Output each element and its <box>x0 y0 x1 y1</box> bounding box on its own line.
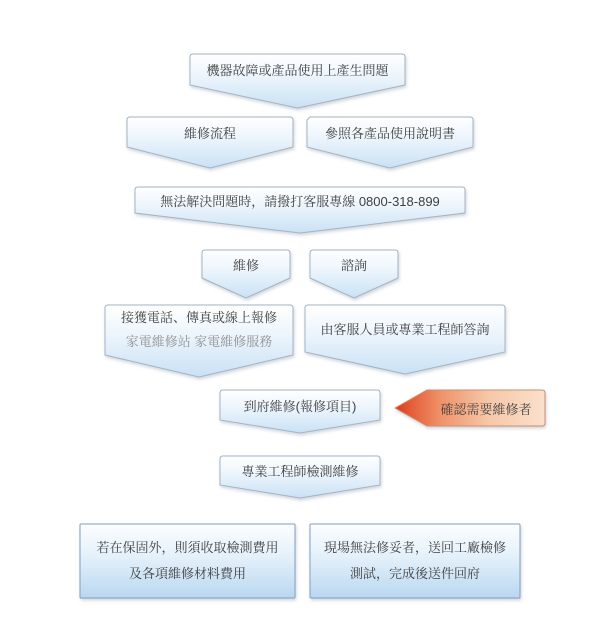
factory-repair-node-label <box>310 524 520 598</box>
warranty-fee-line2: 及各項維修材料費用 <box>128 566 246 581</box>
refer-manual-node-label: 參照各產品使用說明書 <box>324 125 455 141</box>
onsite-repair-node-label: 到府維修(報修項目) <box>243 398 357 414</box>
receive-report-line1: 接獲電話、傳真或線上報修 <box>120 310 277 325</box>
repair-node-label: 維修 <box>232 257 259 273</box>
warranty-fee-node-label <box>80 524 295 598</box>
staff-answer-node-label: 由客服人員或專業工程師答詢 <box>320 322 490 337</box>
hotline-node-label: 無法解決問題時，請撥打客服專線 0800-318-899 <box>160 193 440 209</box>
consult-node-label: 諮詢 <box>340 257 367 273</box>
warranty-fee-line1: 若在保固外，則須收取檢測費用 <box>96 540 279 555</box>
receive-report-line2: 家電維修站 家電維修服務 <box>125 334 273 349</box>
engineer-test-node-label: 專業工程師檢測維修 <box>241 464 359 479</box>
confirm-tag-label: 確認需要維修者 <box>440 401 532 417</box>
factory-repair-line1: 現場無法修妥者，送回工廠檢修 <box>323 540 506 555</box>
factory-repair-line2: 測試，完成後送件回府 <box>349 566 480 581</box>
problem-node-label: 機器故障或產品使用上產生問題 <box>206 63 389 78</box>
repair-flow-node-label: 維修流程 <box>183 125 236 141</box>
receive-report-node-label <box>105 305 293 355</box>
